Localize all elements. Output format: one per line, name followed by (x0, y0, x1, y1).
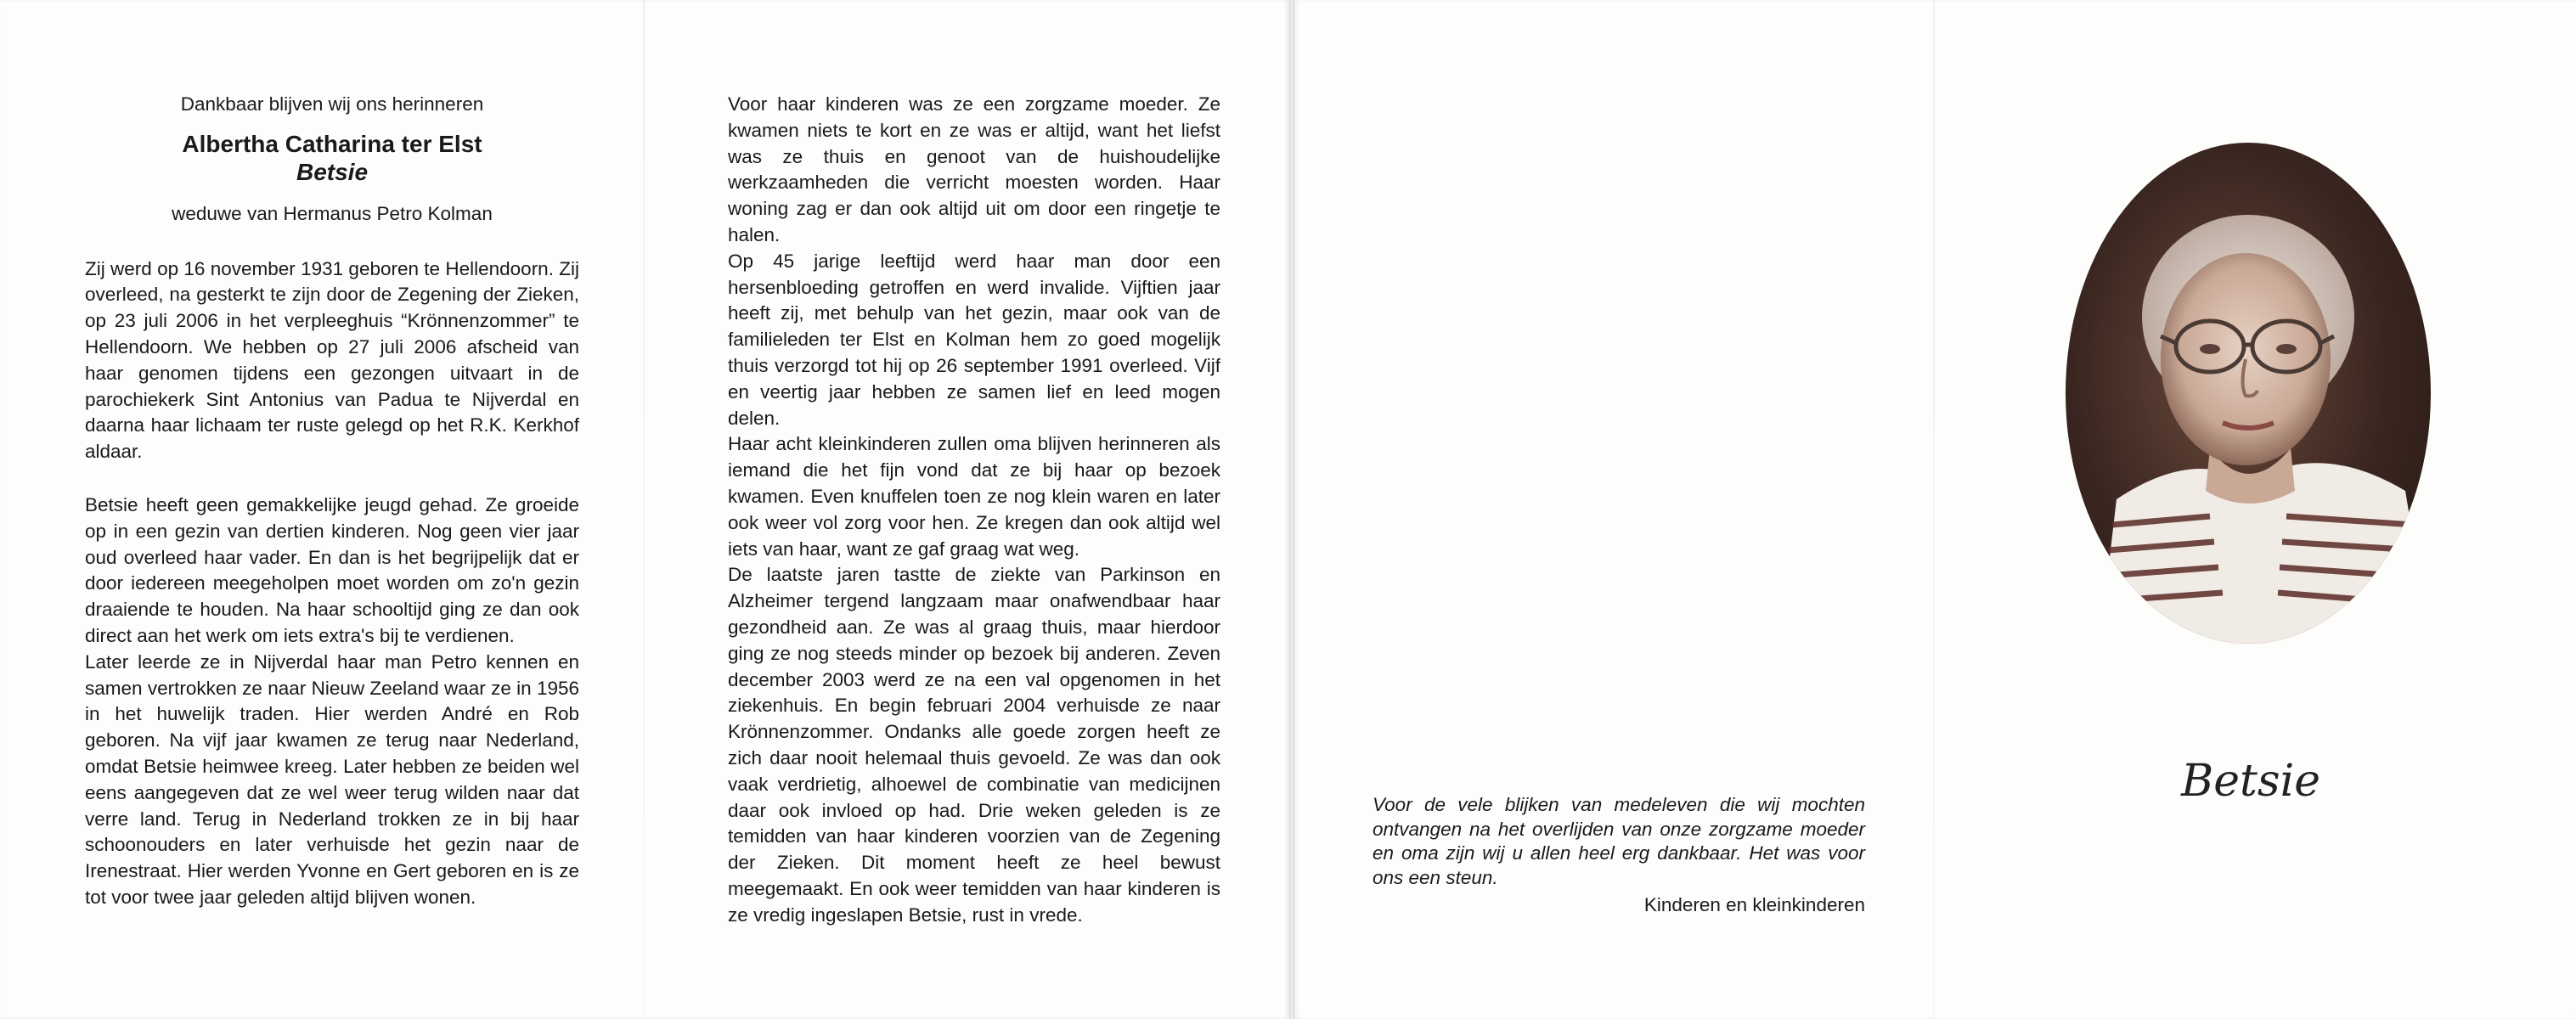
bio-paragraph: Op 45 jarige leeftijd werd haar man door een hersenbloeding getroffen en werd invalide. Vijftien jaar heeft zij, met behulp van het gezin, maar ook van de familieleden ter Elst en Kolman hem zo goed mogelijk thuis verzorgd tot hij op 26 september 1991 overleed. Vijf en veertig jaar hebben ze samen lief en leed mogen delen. (728, 250, 1220, 429)
thanks-block (1373, 793, 1865, 918)
portrait-illustration (2066, 143, 2431, 644)
fold-line (643, 0, 645, 1019)
bio-paragraph: Later leerde ze in Nijverdal haar man Petro kennen en samen vertrokken ze naar Nieuw Zeeland waar ze in 1956 in het huwelijk traden. Hier werden André en Rob geboren. Na vijf jaar kwamen ze terug naar Nederland, omdat Betsie heimwee kreeg. Later hebben ze beiden wel eens aangegeven dat ze wel weer terug wilden naar dat verre land. Terug in Nederland trokken ze in bij haar schoonouders en later verhuisde het gezin naar de Irenestraat. Hier werden Yvonne en Gert geboren en is ze tot voor twee jaar geleden altijd blijven wonen. (85, 650, 579, 908)
portrait-caption: Betsie (2181, 756, 2320, 807)
widow-line: weduwe van Hermanus Petro Kolman (172, 202, 493, 224)
bio-paragraph: Zij werd op 16 november 1931 geboren te Hellendoorn. Zij overleed, na gesterkt te zijn door de Zegening der Zieken, op 23 juli 2006 in het verpleeghuis “Krönnenzommer” te Hellendoorn. We hebben op 27 juli 2006 afscheid van haar genomen tijdens een gezongen uitvaart in de parochiekerk Sint Antonius van Padua te Nijverdal en daarna haar lichaam ter ruste gelegd op het R.K. Kerkhof aldaar. (85, 257, 579, 463)
portrait-photo (2066, 143, 2431, 644)
nickname: Betsie (296, 158, 369, 185)
fold-line (1933, 0, 1935, 1019)
thanks-signature: Kinderen en kleinkinderen (1643, 894, 1865, 915)
thanks-text: Voor de vele blijken van medeleven die wij mochten ontvangen na het overlijden van onze zorgzame moeder en oma zijn wij u allen heel erg dankbaar. Het was voor ons een steun. (1373, 794, 1865, 888)
bio-paragraph: Voor haar kinderen was ze een zorgzame moeder. Ze kwamen niets te kort en ze was er altijd, want het liefst was ze thuis en genoot van de huishoudelijke werkzaamheden die verricht moesten worden. Haar woning zag er dan ook altijd uit om door een ringetje te halen. (728, 93, 1220, 245)
bio-paragraph: De laatste jaren tastte de ziekte van Parkinson en Alzheimer tergend langzaam maar onafwendbaar haar gezondheid aan. Ze was al graag thuis, maar hierdoor ging ze nog steeds minder op bezoek bij anderen. Zeven december 2003 werd ze na een val opgenomen in het ziekenhuis. En begin februari 2004 verhuisde ze naar Krönnenzommer. Ondanks alle goede zorgen heeft ze zich daar nooit helemaal thuis gevoeld. Ze was dan ook vaak verdrietig, alhoewel de combinatie van medicijnen daar ook invloed op had. Drie weken geleden is ze temidden van haar kinderen voorzien van de Zegening der Zieken. Dit moment heeft ze heel bewust meegemaakt. En ook weer temidden van haar kinderen is ze vredig ingeslapen Betsie, rust in vrede. (728, 564, 1220, 926)
deceased-name: Albertha Catharina ter Elst (182, 130, 482, 157)
middle-column (728, 92, 1220, 929)
bio-paragraph: Betsie heeft geen gemakkelijke jeugd gehad. Ze groeide op in een gezin van dertien kinderen. Nog geen vier jaar oud overleed haar vader. En dan is het begrijpelijk dat er door iedereen meegeholpen moet worden om zo'n gezin draaiende te houden. Na haar schooltijd ging ze dan ook direct aan het werk om iets extra's bij te verdienen. (85, 493, 579, 646)
intro-line: Dankbaar blijven wij ons herinneren (180, 93, 484, 115)
bio-paragraph: Haar acht kleinkinderen zullen oma blijven herinneren als iemand die het fijn vond dat ze bij haar op bezoek kwamen. Even knuffelen toen ze nog klein waren en later ook weer vol zorg voor hen. Ze kregen dan ook altijd wel iets van haar, want ze gaf graag wat weg. (728, 433, 1220, 560)
left-column (85, 92, 579, 911)
